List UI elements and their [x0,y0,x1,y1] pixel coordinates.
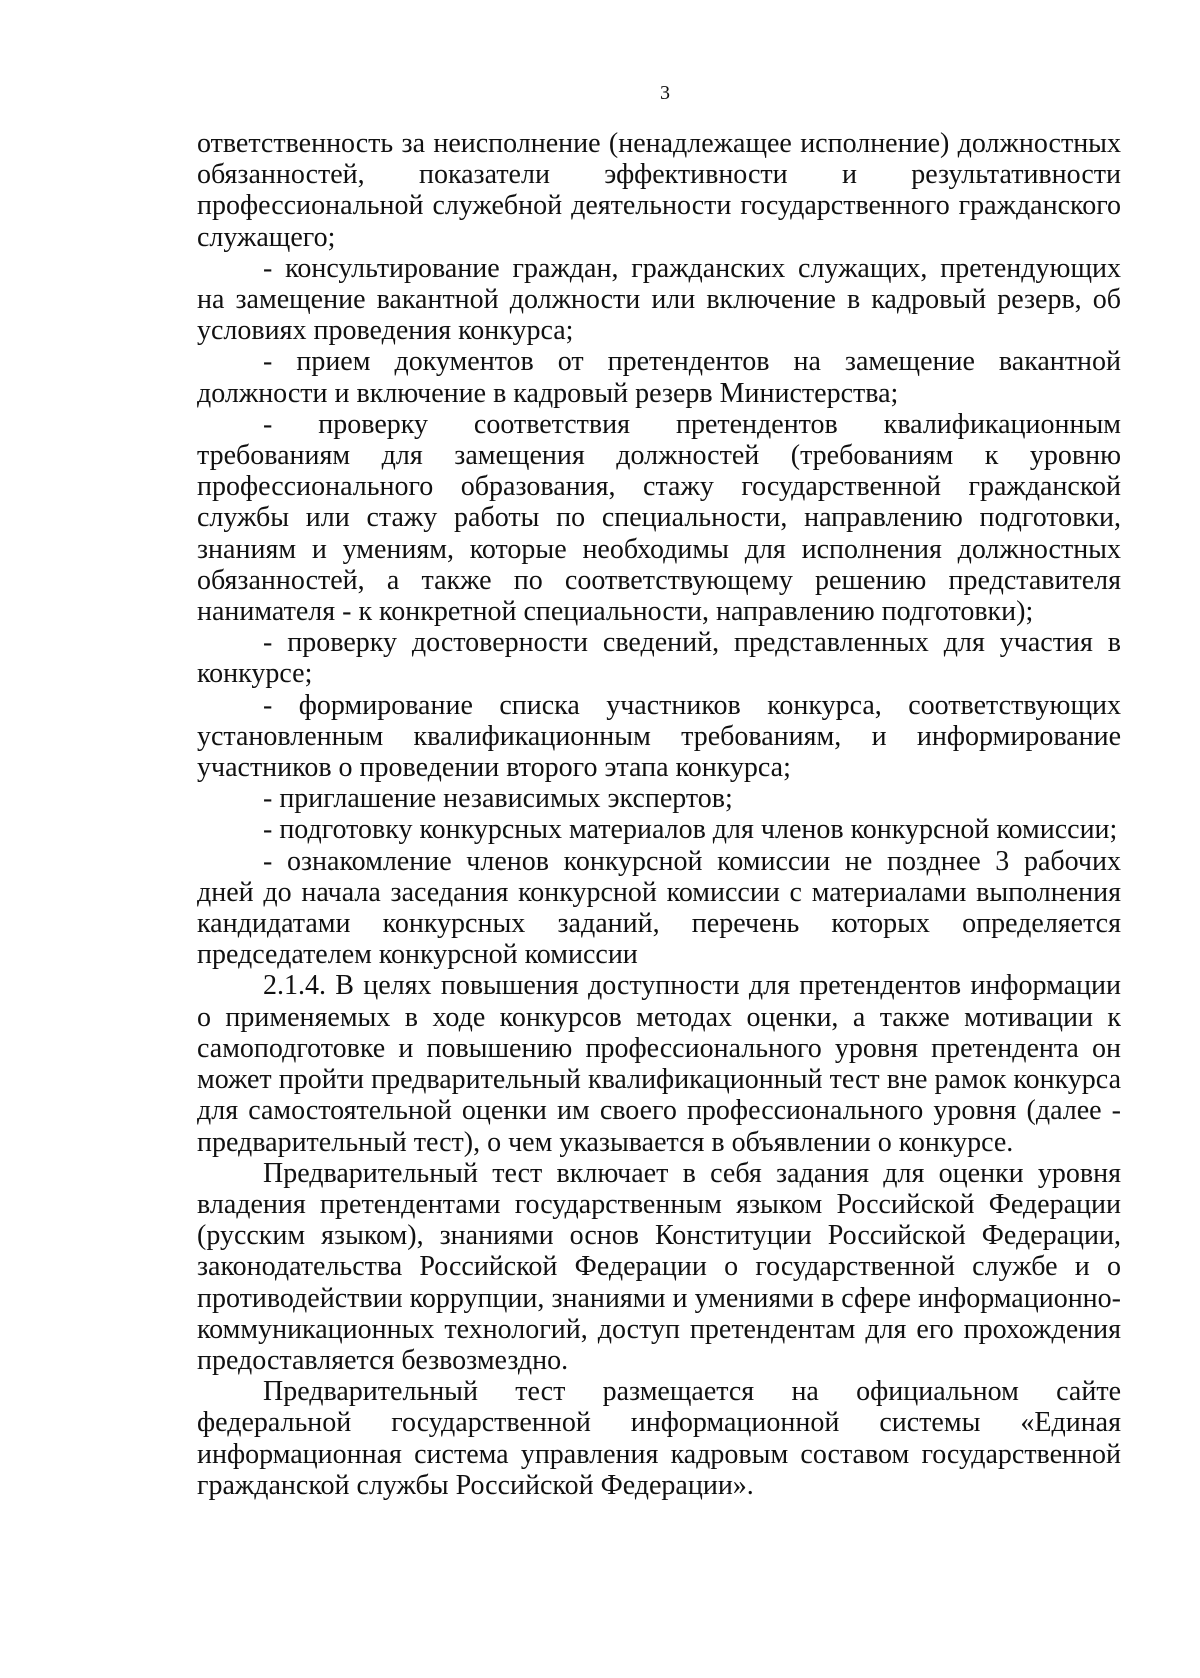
page-number: 3 [660,82,670,104]
paragraph-familiarization: - ознакомление членов конкурсной комиссии не позднее 3 рабочих дней до начала заседания конкурсной комиссии с материалами выполнения кандидатами конкурсных заданий, перечень которых определяется председателем конкурсной комиссии [197,845,1121,971]
paragraph-experts: - приглашение независимых экспертов; [263,783,733,815]
paragraph-preliminary-test-content: Предварительный тест включает в себя задания для оценки уровня владения претендентами государственным языком Российской Федерации (русским языком), знаниями основ Конституции Российской Федерации, законодательства Российской Федерации о государственной службе и о противодействии коррупции, знаниями и умениями в сфере информационно-коммуникационных технологий, доступ претендентам для его прохождения предоставляется безвозмездно. [197,1157,1121,1376]
paragraph-participant-list: - формирование списка участников конкурса, соответствующих установленным квалификационным требованиям, и информирование участников о проведении второго этапа конкурса; [197,689,1121,784]
paragraph-responsibility: ответственность за неисполнение (ненадлежащее исполнение) должностных обязанностей, показатели эффективности и результативности профессиональной служебной деятельности государственного гражданского служащего; [197,128,1121,253]
paragraph-document-intake: - прием документов от претендентов на замещение вакантной должности и включение в кадровый резерв Министерства; [197,346,1121,409]
paragraph-reliability-check: - проверку достоверности сведений, представленных для участия в конкурсе; [197,627,1121,690]
paragraph-consulting: - консультирование граждан, гражданских служащих, претендующих на замещение вакантной должности или включение в кадровый резерв, об условиях проведения конкурса; [197,252,1121,347]
document-body [197,128,1121,1501]
paragraph-materials: - подготовку конкурсных материалов для членов конкурсной комиссии; [263,814,1118,846]
paragraph-qualification-check: - проверку соответствия претендентов квалификационным требованиям для замещения должностей (требованиям к уровню профессионального образования, стажу государственной гражданской службы или стажу работы по специальности, направлению подготовки, знаниям и умениям, которые необходимы для исполнения должностных обязанностей, а также по соответствующему решению представителя нанимателя - к конкретной специальности, направлению подготовки); [197,408,1121,628]
paragraph-section-2-1-4: 2.1.4. В целях повышения доступности для претендентов информации о применяемых в ходе конкурсов методах оценки, а также мотивации к самоподготовке и повышению профессионального уровня претендента он может пройти предварительный квалификационный тест вне рамок конкурса для самостоятельной оценки им своего профессионального уровня (далее - предварительный тест), о чем указывается в объявлении о конкурсе. [197,970,1121,1158]
paragraph-preliminary-test-location: Предварительный тест размещается на официальном сайте федеральной государственной информационной системы «Единая информационная система управления кадровым составом государственной гражданской службы Российской Федерации». [197,1376,1121,1501]
